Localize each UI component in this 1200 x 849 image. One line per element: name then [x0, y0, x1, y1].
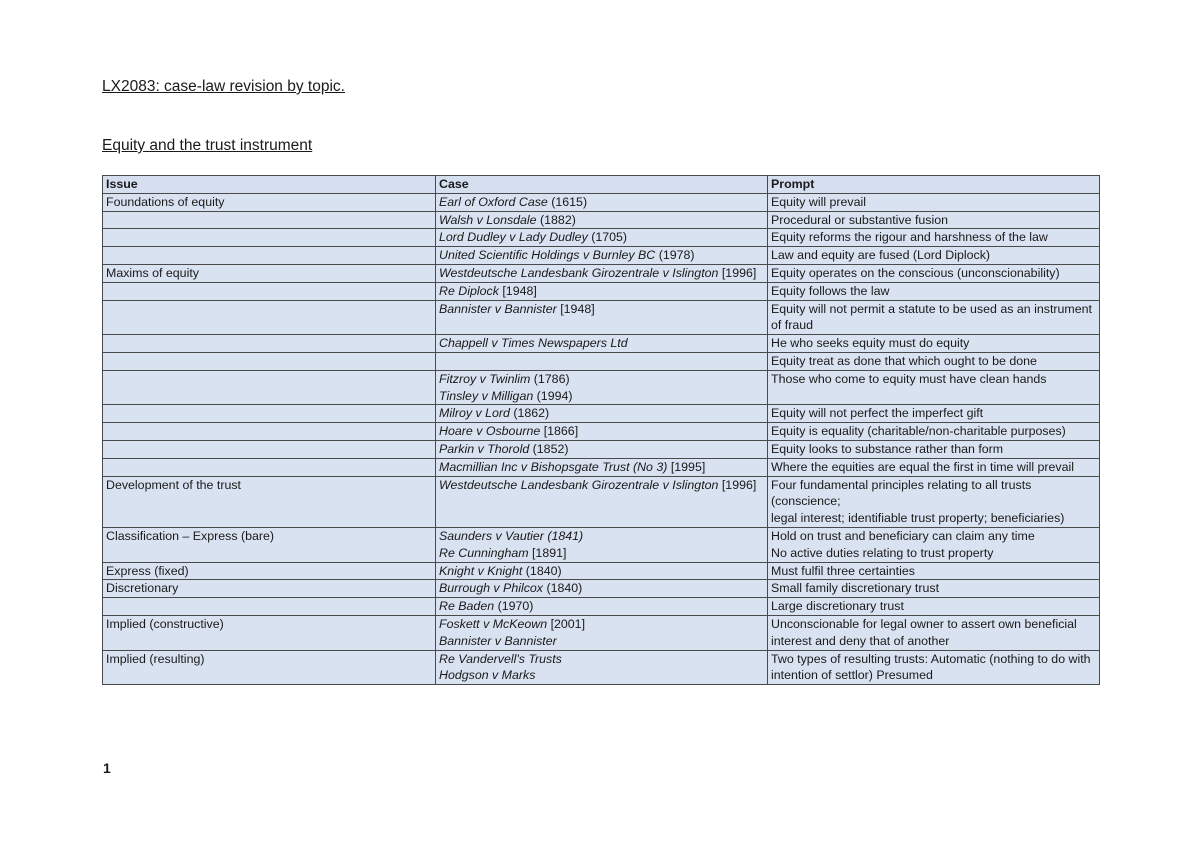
case-cell	[436, 440, 768, 458]
case-cell	[436, 598, 768, 616]
case-name: Knight v Knight	[439, 563, 523, 578]
prompt-cell	[768, 598, 1100, 616]
prompt-text: Two types of resulting trusts: Automatic (nothing to do with intention of settlor) Presumed	[771, 651, 1091, 683]
prompt-text: Equity is equality (charitable/non-charitable purposes)	[771, 424, 1066, 439]
prompt-cell	[768, 211, 1100, 229]
case-name: Earl of Oxford Case	[439, 194, 548, 209]
case-year: (1615)	[547, 194, 588, 209]
table-row	[103, 476, 1100, 527]
prompt-text: Four fundamental principles relating to all trusts (conscience;	[771, 477, 1032, 509]
case-cell	[436, 300, 768, 335]
case-name: Lord Dudley v Lady Dudley	[439, 230, 588, 245]
table-row	[103, 562, 1100, 580]
case-year: [1866]	[540, 424, 579, 439]
prompt-text: Equity will prevail	[771, 194, 867, 209]
case-cell	[436, 423, 768, 441]
table-row	[103, 211, 1100, 229]
table-row	[103, 264, 1100, 282]
prompt-cell	[768, 282, 1100, 300]
case-citation	[439, 265, 764, 282]
case-cell	[436, 352, 768, 370]
case-cell	[436, 405, 768, 423]
case-name: Re Vandervell's Trusts	[439, 651, 562, 666]
case-citation	[439, 301, 764, 318]
case-citation	[439, 563, 764, 580]
case-name: Foskett v McKeown	[439, 616, 548, 631]
case-cell	[436, 282, 768, 300]
case-year: (1705)	[587, 230, 628, 245]
case-year: (1882)	[536, 212, 576, 227]
prompt-text: Equity will not permit a statute to be used as an instrument of fraud	[771, 301, 1092, 333]
case-cell	[436, 193, 768, 211]
prompt-cell	[768, 300, 1100, 335]
issue-cell	[103, 405, 436, 423]
case-name: Fitzroy v Twinlim	[439, 371, 531, 386]
issue-cell	[103, 335, 436, 353]
case-citation	[439, 459, 764, 476]
header-case: Case	[436, 176, 768, 194]
prompt-text: Equity looks to substance rather than form	[771, 441, 1004, 456]
prompt-text: Law and equity are fused (Lord Diplock)	[771, 248, 991, 263]
case-year: (1970)	[494, 599, 534, 614]
prompt-cell	[768, 562, 1100, 580]
case-citation	[439, 616, 764, 633]
case-name: Westdeutsche Landesbank Girozentrale v Islington	[439, 477, 719, 492]
prompt-cell	[768, 440, 1100, 458]
issue-cell: Classification – Express (bare)	[103, 527, 436, 562]
table-row	[103, 405, 1100, 423]
table-row	[103, 527, 1100, 562]
case-law-table	[102, 175, 1100, 685]
prompt-text: Unconscionable for legal owner to assert own beneficial interest and deny that of another	[771, 616, 1077, 648]
issue-cell: Implied (constructive)	[103, 615, 436, 650]
case-citation	[439, 545, 764, 562]
case-name: Saunders v Vautier (1841)	[439, 528, 584, 543]
table-row	[103, 247, 1100, 265]
case-year: (1994)	[533, 388, 573, 403]
prompt-text: Small family discretionary trust	[771, 581, 940, 596]
case-citation	[439, 405, 764, 422]
table-body	[103, 193, 1100, 684]
issue-cell	[103, 458, 436, 476]
case-cell	[436, 370, 768, 405]
prompt-text: Procedural or substantive fusion	[771, 212, 949, 227]
table-row	[103, 580, 1100, 598]
case-cell	[436, 476, 768, 527]
case-year: [1995]	[667, 459, 706, 474]
table-row	[103, 282, 1100, 300]
prompt-cell	[768, 229, 1100, 247]
prompt-cell	[768, 527, 1100, 562]
prompt-cell	[768, 476, 1100, 527]
header-issue: Issue	[103, 176, 436, 194]
issue-cell	[103, 300, 436, 335]
case-citation	[439, 229, 764, 246]
case-citation	[439, 598, 764, 615]
table-row	[103, 615, 1100, 650]
case-name: Re Baden	[439, 599, 495, 614]
case-name: Burrough v Philcox	[439, 581, 543, 596]
issue-cell: Express (fixed)	[103, 562, 436, 580]
prompt-cell	[768, 335, 1100, 353]
case-name: Hoare v Osbourne	[439, 424, 541, 439]
case-name: Milroy v Lord	[439, 406, 510, 421]
case-year: (1862)	[509, 406, 550, 421]
case-year: (1840)	[543, 581, 583, 596]
prompt-cell	[768, 264, 1100, 282]
issue-cell	[103, 282, 436, 300]
prompt-cell	[768, 580, 1100, 598]
prompt-cell	[768, 615, 1100, 650]
case-cell	[436, 615, 768, 650]
case-year: (1786)	[530, 371, 570, 386]
case-cell	[436, 211, 768, 229]
prompt-text: Equity reforms the rigour and harshness of the law	[771, 230, 1048, 245]
table-row	[103, 458, 1100, 476]
issue-cell	[103, 423, 436, 441]
page-number: 1	[103, 760, 111, 776]
case-cell	[436, 458, 768, 476]
case-citation	[439, 423, 764, 440]
issue-cell: Maxims of equity	[103, 264, 436, 282]
prompt-cell	[768, 193, 1100, 211]
issue-cell	[103, 229, 436, 247]
prompt-cell	[768, 370, 1100, 405]
case-citation	[439, 388, 764, 405]
prompt-text: Equity operates on the conscious (unconscionability)	[771, 265, 1060, 280]
table-row	[103, 193, 1100, 211]
prompt-text: Equity will not perfect the imperfect gift	[771, 406, 984, 421]
case-cell	[436, 650, 768, 685]
case-citation	[439, 633, 764, 650]
header-prompt: Prompt	[768, 176, 1100, 194]
table-row	[103, 423, 1100, 441]
case-year: (1840)	[522, 563, 562, 578]
case-name: Macmillian Inc v Bishopsgate Trust (No 3)	[439, 459, 668, 474]
prompt-text: legal interest; identifiable trust property; beneficiaries)	[771, 511, 1065, 526]
table-row	[103, 650, 1100, 685]
case-year: (1978)	[655, 248, 695, 263]
case-citation	[439, 335, 764, 352]
issue-cell	[103, 370, 436, 405]
issue-cell	[103, 352, 436, 370]
case-citation	[439, 580, 764, 597]
prompt-text: Must fulfil three certainties	[771, 563, 915, 578]
case-year: [2001]	[547, 616, 586, 631]
case-name: Re Cunningham	[439, 545, 529, 560]
case-name: Bannister v Bannister	[439, 301, 557, 316]
case-citation	[439, 528, 764, 545]
issue-cell: Discretionary	[103, 580, 436, 598]
case-name: Re Diplock	[439, 283, 499, 298]
case-year: [1996]	[718, 477, 757, 492]
prompt-cell	[768, 423, 1100, 441]
case-cell	[436, 527, 768, 562]
case-citation	[439, 194, 764, 211]
prompt-cell	[768, 405, 1100, 423]
case-year: [1948]	[556, 301, 595, 316]
prompt-text: He who seeks equity must do equity	[771, 336, 970, 351]
prompt-text: Large discretionary trust	[771, 599, 904, 614]
prompt-text: Those who come to equity must have clean hands	[771, 371, 1047, 386]
prompt-text: Equity follows the law	[771, 283, 890, 298]
prompt-cell	[768, 247, 1100, 265]
case-citation	[439, 441, 764, 458]
prompt-cell	[768, 458, 1100, 476]
case-name: United Scientific Holdings v Burnley BC	[439, 248, 656, 263]
case-citation	[439, 212, 764, 229]
case-name: Tinsley v Milligan	[439, 388, 534, 403]
case-cell	[436, 247, 768, 265]
case-year: (1852)	[529, 441, 569, 456]
table-row	[103, 335, 1100, 353]
issue-cell: Implied (resulting)	[103, 650, 436, 685]
case-citation	[439, 247, 764, 264]
case-cell	[436, 562, 768, 580]
table-row	[103, 352, 1100, 370]
issue-cell: Foundations of equity	[103, 193, 436, 211]
issue-cell	[103, 247, 436, 265]
case-citation	[439, 667, 764, 684]
prompt-cell	[768, 650, 1100, 685]
case-citation	[439, 651, 764, 668]
case-cell	[436, 264, 768, 282]
table-row	[103, 300, 1100, 335]
issue-cell: Development of the trust	[103, 476, 436, 527]
case-year: [1996]	[718, 265, 757, 280]
case-name: Chappell v Times Newspapers Ltd	[439, 336, 628, 351]
case-cell	[436, 229, 768, 247]
case-name: Bannister v Bannister	[439, 633, 557, 648]
case-year: [1948]	[498, 283, 537, 298]
case-name: Westdeutsche Landesbank Girozentrale v Islington	[439, 265, 719, 280]
table-header-row	[103, 176, 1100, 194]
table-row	[103, 370, 1100, 405]
prompt-cell	[768, 352, 1100, 370]
prompt-text: Equity treat as done that which ought to be done	[771, 353, 1037, 368]
table-row	[103, 229, 1100, 247]
case-cell	[436, 335, 768, 353]
case-name: Walsh v Lonsdale	[439, 212, 537, 227]
issue-cell	[103, 598, 436, 616]
document-title: LX2083: case-law revision by topic.	[102, 78, 345, 95]
case-citation	[439, 283, 764, 300]
section-heading: Equity and the trust instrument	[102, 137, 313, 154]
case-year: [1891]	[528, 545, 567, 560]
case-citation	[439, 371, 764, 388]
case-cell	[436, 580, 768, 598]
prompt-text: Hold on trust and beneficiary can claim any time	[771, 528, 1035, 543]
issue-cell	[103, 440, 436, 458]
case-name: Hodgson v Marks	[439, 668, 536, 683]
table-row	[103, 440, 1100, 458]
issue-cell	[103, 211, 436, 229]
case-name: Parkin v Thorold	[439, 441, 530, 456]
table-row	[103, 598, 1100, 616]
prompt-text: Where the equities are equal the first in time will prevail	[771, 459, 1075, 474]
case-citation	[439, 477, 764, 494]
prompt-text: No active duties relating to trust property	[771, 545, 994, 560]
